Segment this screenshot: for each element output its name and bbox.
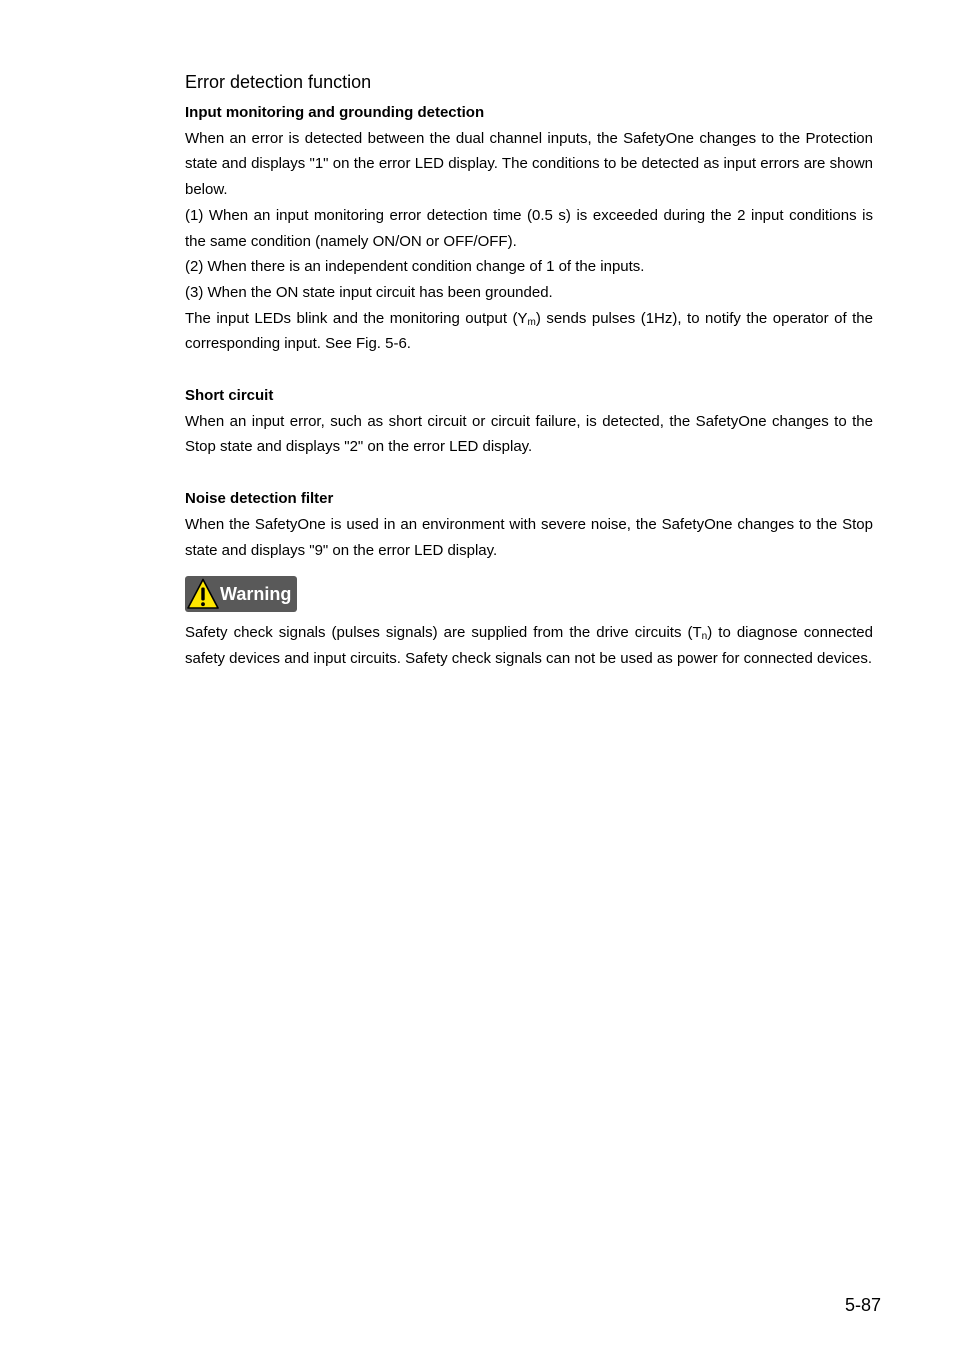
- warning-subscript: n: [701, 631, 708, 643]
- condition-1: (1) When an input monitoring error detection time (0.5 s) is exceeded during the 2 input conditions is the same condition (namely ON/ON or OFF/OFF).: [185, 206, 873, 250]
- short-circuit-heading: Short circuit: [185, 387, 274, 405]
- input-monitoring-heading: Input monitoring and grounding detection: [185, 104, 485, 121]
- note-text-end: ) sends pulses (1Hz), to notify the operator of the corresponding input. See Fig. 5-6.: [185, 309, 873, 353]
- warning-text-end: ) to diagnose connected safety devices and input circuits. Safety check signals can not be used as power for connected devices.: [185, 624, 873, 667]
- warning-body: [185, 620, 873, 671]
- section-title: Error detection function: [185, 72, 372, 92]
- noise-filter-heading: Noise detection filter: [185, 490, 334, 508]
- note-text-start: The input LEDs blink and the monitoring output (Y: [185, 309, 528, 327]
- page-content: [185, 70, 873, 672]
- warning-text-start: Safety check signals (pulses signals) are supplied from the drive circuits (T: [185, 624, 702, 642]
- short-circuit-body: When an input error, such as short circuit or circuit failure, is detected, the SafetyOne changes to the Stop state and displays "2" on the error LED display.: [185, 412, 873, 456]
- noise-filter-body: When the SafetyOne is used in an environment with severe noise, the SafetyOne changes to the Stop state and displays "9" on the error LED display.: [185, 515, 873, 559]
- warning-badge: [185, 576, 297, 612]
- section-spacer: [185, 357, 873, 383]
- condition-2: (2) When there is an independent condition change of 1 of the inputs.: [185, 258, 645, 276]
- condition-3: (3) When the ON state input circuit has been grounded.: [185, 283, 553, 301]
- note-subscript: m: [527, 316, 536, 328]
- input-monitoring-intro: When an error is detected between the dual channel inputs, the SafetyOne changes to the Protection state and displays "1" on the error LED display. The conditions to be detected as input errors are shown below.: [185, 129, 873, 199]
- warning-triangle-icon: [187, 578, 219, 610]
- monitoring-output-note: [185, 306, 873, 357]
- section-spacer: [185, 460, 873, 486]
- warning-label: Warning: [220, 584, 292, 605]
- page-number: 5-87: [844, 1295, 881, 1315]
